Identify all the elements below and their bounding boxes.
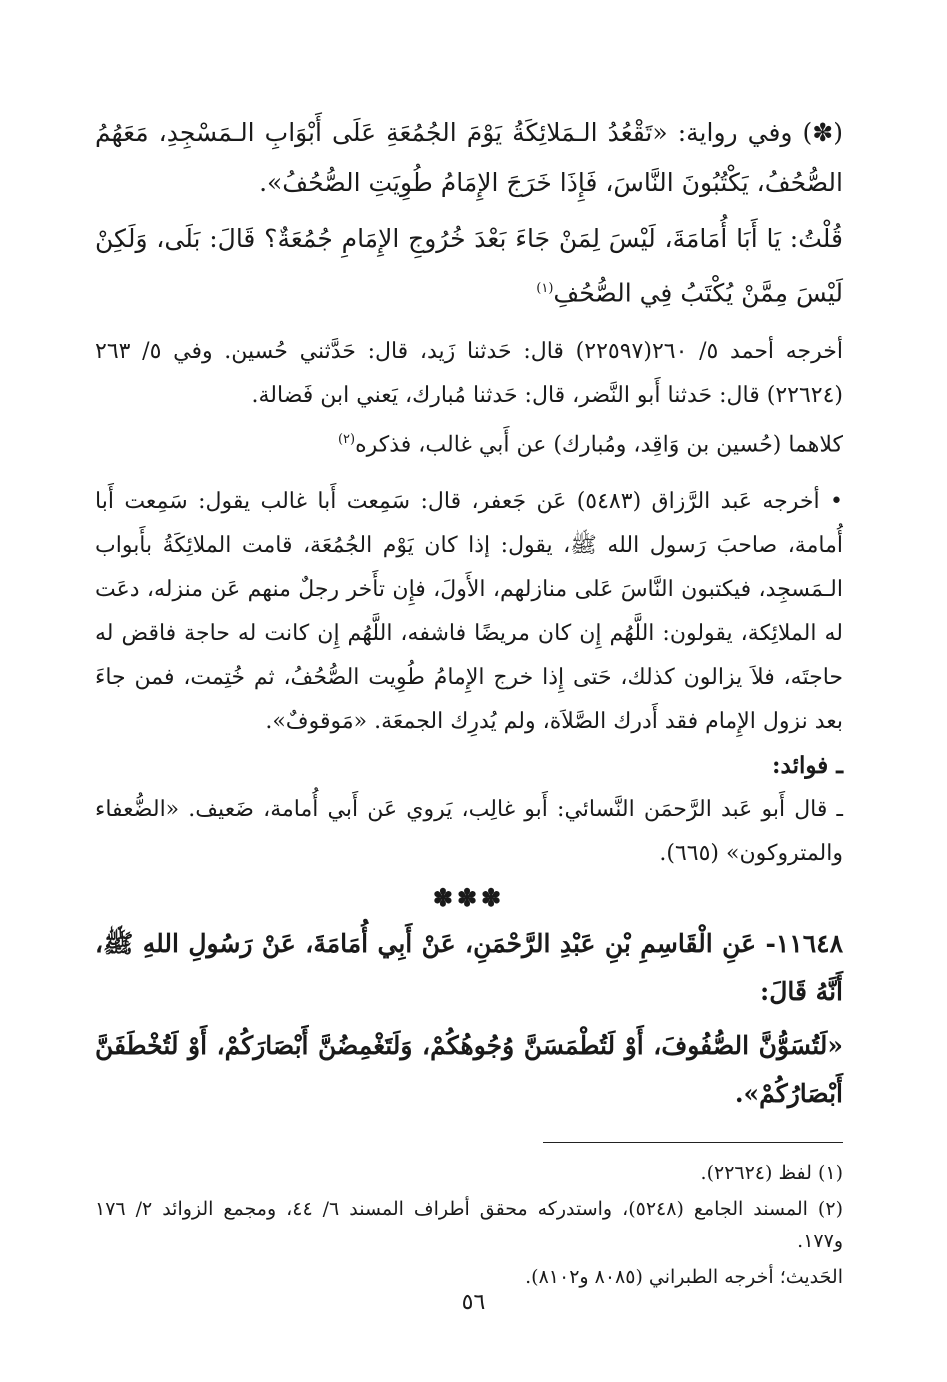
hadith-text: «لَتُسَوُّنَّ الصُّفُوفَ، أَوْ لَتُطْمَسَنَّ وُجُوهُكُمْ، وَلَتَغْمِضُنَّ أَبْصَارَكُمْ، أَوْ لَتُخْطَفَنَّ أَبْصَارُكُمْ». (95, 1030, 843, 1108)
page-number: ٥٦ (461, 1290, 486, 1315)
footnote-3: الحَديث؛ أخرجه الطبراني (٨٠٨٥ و٨١٠٢). (525, 1265, 843, 1288)
footnote-ref-2[interactable]: (٢) (337, 432, 356, 448)
hadith-number-11648: ١١٦٤٨- عَنِ الْقَاسِمِ بْنِ عَبْدِ الرَّحْمَنِ، عَنْ أَبِي أُمَامَةَ، عَنْ رَسُولِ اللهِ ﷺ، أَنَّهُ قَالَ: (95, 928, 843, 1006)
footnote-2: (٢) المسند الجامع (٥٢٤٨)، واستدركه محقق أطراف المسند ٦/ ٤٤، ومجمع الزوائد ٢/ ١٧٦ و١٧٧. (95, 1197, 843, 1252)
footnote-1: (١) لفظ (٢٢٦٢٤). (700, 1161, 843, 1184)
footnote-divider (543, 1142, 843, 1143)
paragraph-abdurrazzaq: • أخرجه عَبد الرَّزاق (٥٤٨٣) عَن جَعفر، قال: سَمِعت أَبا غالب يقول: سَمِعت أَبا أُمامة، صاحبَ رَسول الله ﷺ، يقول: إذا كان يَوْم الجُمُعَة، قامت الملائِكَةُ بأَبواب الـمَسجِد، فيكتبون النَّاسَ عَلى منازلهم، الأَولَ، فإِن تأَخر رجلٌ منهم عَن منزله، دعَت له الملائِكة، يقولون: اللَّهُم إِن كان مريضًا فاشفه، اللَّهُم إِن كانت له حاجة فاقض له حاجتَه، فلاَ يزالون كذلك، حَتى إِذا خرج الإِمامُ طُوِيت الصُّحُفُ، ثم خُتِمت، فمن جاءَ بعد نزول الإِمام فقد أَدرك الصَّلاَة، ولم يُدرِك الجمعَة. «مَوقوفٌ». (95, 488, 843, 734)
paragraph-riwaya: (✽) وفي رواية: «تَقْعُدُ الـمَلائِكَةُ يَوْمَ الجُمُعَةِ عَلَى أَبْوَابِ الـمَسْجِدِ، مَعَهُمُ الصُّحُفُ، يَكْتُبُونَ النَّاسَ، فَإِذَا خَرَجَ الإِمَامُ طُوِيَتِ الصُّحُفُ». (95, 118, 843, 197)
page-body (95, 108, 843, 1297)
paragraph-kilahuma (95, 418, 843, 467)
paragraph-qultu (95, 214, 843, 318)
section-separator-stars: ✽✽✽ (432, 882, 506, 912)
paragraph-qultu-text: قُلْتُ: يَا أَبَا أُمَامَةَ، لَيْسَ لِمَنْ جَاءَ بَعْدَ خُرُوجِ الإِمَامِ جُمُعَةٌ؟ قَالَ: بَلَى، وَلَكِنْ لَيْسَ مِمَّنْ يُكْتَبُ فِي الصُّحُفِ (95, 224, 843, 308)
paragraph-takhrij-ahmad: أخرجه أحمد ٥/ ٢٦٠(٢٢٥٩٧) قال: حَدثنا زَيد، قال: حَدَّثني حُسين. وفي ٥/ ٢٦٣ (٢٢٦٢٤) قال: حَدثنا أَبو النَّضر، قال: حَدثنا مُبارك، يَعني ابن فَضالة. (95, 339, 843, 409)
section-heading-fawaid: ـ فوائد: (772, 751, 843, 779)
paragraph-nasai: ـ قال أَبو عَبد الرَّحمَن النَّسائي: أَبو غالِب، يَروي عَن أَبي أُمامة، ضَعيف. «الضُّعفاء والمتروكون» (٦٦٥). (95, 796, 843, 866)
footnote-ref-1[interactable]: (١) (536, 281, 554, 296)
paragraph-kilahuma-text: كلاهما (حُسين بن وَاقِد، ومُبارك) عن أَبي غالب، فذكره (355, 432, 843, 458)
